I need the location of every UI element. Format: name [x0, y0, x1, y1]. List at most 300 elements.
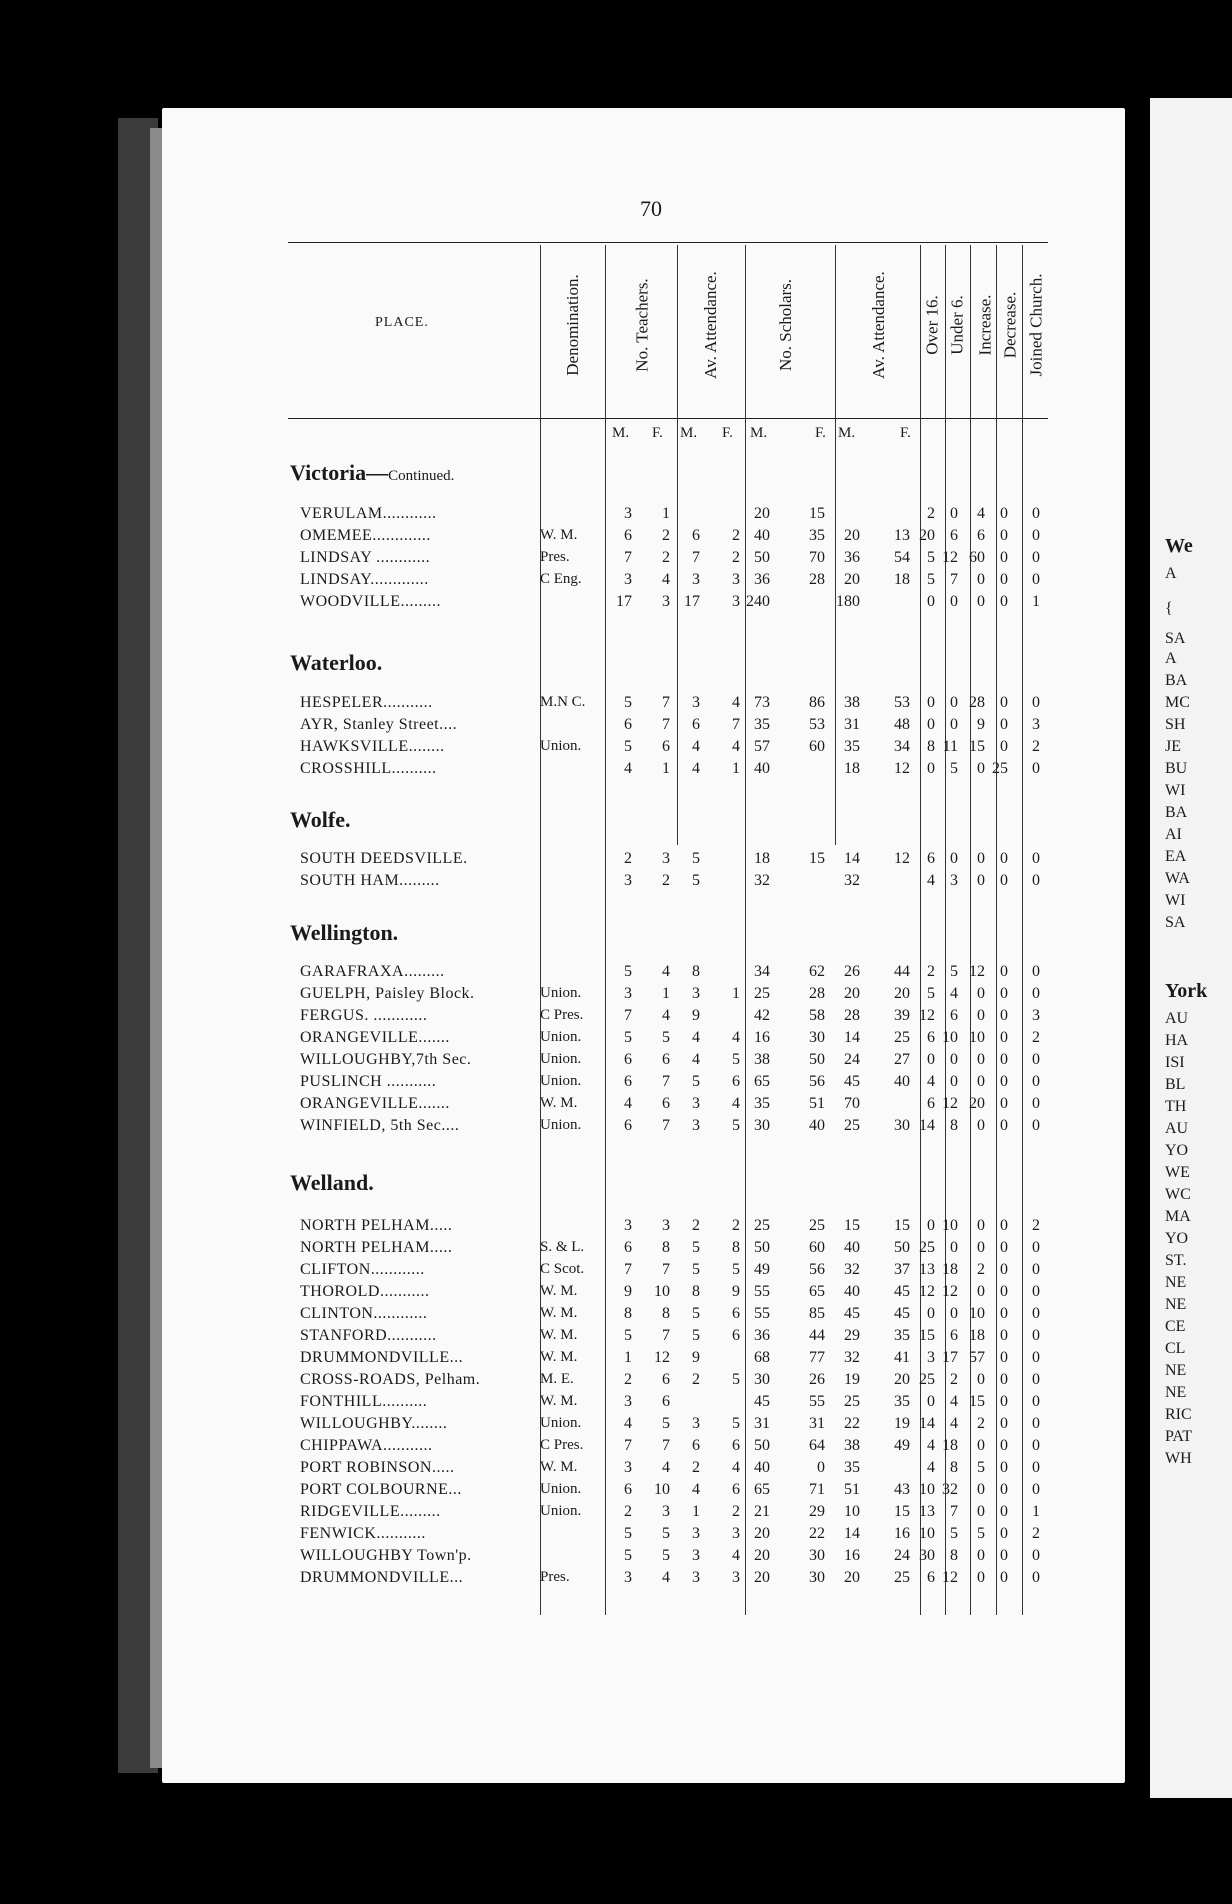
cell-value: 3: [624, 1569, 632, 1586]
facing-page-text: ISI: [1165, 1054, 1185, 1071]
cell-value: 5: [692, 1239, 700, 1256]
cell-value: 0: [1000, 1349, 1008, 1366]
cell-value: 5: [732, 1415, 740, 1432]
cell-value: 24: [844, 1051, 860, 1068]
cell-value: 5: [692, 1305, 700, 1322]
cell-value: 6: [692, 1437, 700, 1454]
cell-value: 60: [809, 1239, 825, 1256]
cell-value: 3: [950, 872, 958, 889]
cell-value: 7: [662, 1073, 670, 1090]
facing-page: [1150, 98, 1232, 1798]
cell-value: 0: [1032, 1095, 1040, 1112]
cell-value: 0: [1032, 1393, 1040, 1410]
cell-value: 0: [1000, 1481, 1008, 1498]
cell-value: 0: [1032, 1349, 1040, 1366]
cell-value: 16: [844, 1547, 860, 1564]
cell-value: 18: [969, 1327, 985, 1344]
cell-value: 5: [732, 1051, 740, 1068]
cell-value: 0: [1032, 1481, 1040, 1498]
place-name: WOODVILLE.........: [300, 593, 441, 610]
cell-value: 0: [1032, 505, 1040, 522]
cell-value: 4: [692, 1481, 700, 1498]
place-name: SOUTH DEEDSVILLE.: [300, 850, 468, 867]
cell-value: 3: [732, 1569, 740, 1586]
cell-value: 20: [894, 985, 910, 1002]
cell-value: 0: [977, 872, 985, 889]
facing-page-text: CL: [1165, 1340, 1186, 1357]
place-name: VERULAM............: [300, 505, 437, 522]
denomination: Union.: [540, 1029, 582, 1045]
cell-value: 34: [754, 963, 770, 980]
cell-value: 6: [662, 1393, 670, 1410]
cell-value: 8: [692, 1283, 700, 1300]
facing-page-text: SA: [1165, 914, 1186, 931]
cell-value: 60: [969, 549, 985, 566]
cell-value: 6: [732, 1305, 740, 1322]
facing-page-text: BU: [1165, 760, 1188, 777]
cell-value: 0: [1032, 1415, 1040, 1432]
cell-value: 4: [662, 1007, 670, 1024]
cell-value: 6: [927, 1029, 935, 1046]
cell-value: 20: [754, 505, 770, 522]
denomination: Union.: [540, 1415, 582, 1431]
section-heading: [290, 460, 454, 486]
cell-value: 14: [844, 1525, 860, 1542]
cell-value: 5: [732, 1371, 740, 1388]
place-name: CROSS-ROADS, Pelham.: [300, 1371, 481, 1388]
cell-value: 5: [624, 694, 632, 711]
cell-value: 48: [894, 716, 910, 733]
cell-value: 25: [754, 985, 770, 1002]
cell-value: 12: [894, 760, 910, 777]
cell-value: 5: [662, 1029, 670, 1046]
cell-value: 0: [1032, 1547, 1040, 1564]
cell-value: 6: [927, 850, 935, 867]
cell-value: 0: [977, 985, 985, 1002]
cell-value: 22: [809, 1525, 825, 1542]
cell-value: 35: [894, 1327, 910, 1344]
section-title: Wellington.: [290, 920, 399, 945]
cell-value: 3: [692, 1415, 700, 1432]
column-header-scholars: No. Scholars.: [776, 278, 796, 372]
cell-value: 3: [624, 571, 632, 588]
cell-value: 5: [624, 1327, 632, 1344]
place-name: CLINTON............: [300, 1305, 428, 1322]
cell-value: 36: [754, 1327, 770, 1344]
cell-value: 0: [977, 1217, 985, 1234]
cell-value: 29: [844, 1327, 860, 1344]
cell-value: 44: [809, 1327, 825, 1344]
place-name: CHIPPAWA...........: [300, 1437, 433, 1454]
cell-value: 0: [1000, 1239, 1008, 1256]
cell-value: 0: [1032, 1437, 1040, 1454]
cell-value: 13: [919, 1261, 935, 1278]
cell-value: 44: [894, 963, 910, 980]
cell-value: 0: [1032, 549, 1040, 566]
cell-value: 2: [662, 549, 670, 566]
cell-value: 2: [977, 1261, 985, 1278]
cell-value: 0: [927, 760, 935, 777]
place-name: PUSLINCH ...........: [300, 1073, 437, 1090]
cell-value: 7: [662, 716, 670, 733]
cell-value: 3: [692, 1117, 700, 1134]
cell-value: 6: [624, 1117, 632, 1134]
cell-value: 25: [919, 1371, 935, 1388]
cell-value: 6: [624, 1051, 632, 1068]
cell-value: 73: [754, 694, 770, 711]
cell-value: 2: [624, 1371, 632, 1388]
place-name: ORANGEVILLE.......: [300, 1095, 450, 1112]
cell-value: 0: [927, 1393, 935, 1410]
cell-value: 38: [754, 1051, 770, 1068]
cell-value: 0: [1000, 1007, 1008, 1024]
cell-value: 3: [927, 1349, 935, 1366]
denomination: W. M.: [540, 1283, 578, 1299]
cell-value: 53: [894, 694, 910, 711]
facing-page-text: WI: [1165, 782, 1186, 799]
cell-value: 0: [950, 1073, 958, 1090]
denomination: Pres.: [540, 1569, 570, 1585]
facing-page-text: NE: [1165, 1384, 1187, 1401]
cell-value: 30: [894, 1117, 910, 1134]
cell-value: 7: [692, 549, 700, 566]
cell-value: 50: [754, 1437, 770, 1454]
denomination: Union.: [540, 1073, 582, 1089]
cell-value: 27: [894, 1051, 910, 1068]
section-title: Wolfe.: [290, 807, 351, 832]
cell-value: 36: [754, 571, 770, 588]
section-title: Waterloo.: [290, 650, 383, 675]
cell-value: 64: [809, 1437, 825, 1454]
cell-value: 45: [894, 1305, 910, 1322]
cell-value: 7: [662, 1437, 670, 1454]
cell-value: 17: [616, 593, 632, 610]
cell-value: 3: [692, 1547, 700, 1564]
cell-value: 0: [1032, 1261, 1040, 1278]
cell-value: 1: [662, 505, 670, 522]
cell-value: 38: [844, 694, 860, 711]
cell-value: 54: [894, 549, 910, 566]
place-name: HESPELER...........: [300, 694, 433, 711]
cell-value: 0: [977, 1239, 985, 1256]
facing-page-text: We: [1165, 535, 1193, 557]
cell-value: 3: [692, 985, 700, 1002]
cell-value: 3: [732, 1525, 740, 1542]
cell-value: 4: [732, 1547, 740, 1564]
cell-value: 30: [754, 1371, 770, 1388]
cell-value: 20: [754, 1569, 770, 1586]
cell-value: 12: [919, 1283, 935, 1300]
denomination: M. E.: [540, 1371, 574, 1387]
denomination: C Pres.: [540, 1007, 584, 1023]
cell-value: 28: [809, 985, 825, 1002]
denomination: Union.: [540, 1051, 582, 1067]
place-name: PORT COLBOURNE...: [300, 1481, 462, 1498]
cell-value: 0: [1032, 571, 1040, 588]
cell-value: 58: [809, 1007, 825, 1024]
cell-value: 0: [1000, 1371, 1008, 1388]
cell-value: 5: [950, 1525, 958, 1542]
cell-value: 0: [977, 1283, 985, 1300]
cell-value: 10: [844, 1503, 860, 1520]
cell-value: 8: [950, 1547, 958, 1564]
cell-value: 5: [732, 1117, 740, 1134]
subheader-m: M.: [750, 425, 768, 441]
cell-value: 25: [844, 1393, 860, 1410]
cell-value: 0: [1000, 1117, 1008, 1134]
cell-value: 2: [624, 850, 632, 867]
cell-value: 12: [894, 850, 910, 867]
cell-value: 0: [927, 1305, 935, 1322]
place-name: WILLOUGHBY........: [300, 1415, 448, 1432]
place-name: GARAFRAXA.........: [300, 963, 445, 980]
cell-value: 31: [844, 716, 860, 733]
cell-value: 2: [927, 963, 935, 980]
column-header-denomination: Denomination.: [563, 274, 583, 376]
facing-page-text: York: [1165, 980, 1208, 1002]
cell-value: 0: [927, 1217, 935, 1234]
denomination: Union.: [540, 1481, 582, 1497]
cell-value: 4: [732, 694, 740, 711]
cell-value: 29: [809, 1503, 825, 1520]
cell-value: 60: [809, 738, 825, 755]
cell-value: 25: [919, 1239, 935, 1256]
cell-value: 0: [977, 593, 985, 610]
cell-value: 10: [942, 1029, 958, 1046]
cell-value: 2: [977, 1415, 985, 1432]
cell-value: 0: [1000, 694, 1008, 711]
cell-value: 15: [919, 1327, 935, 1344]
subheader-f: F.: [900, 425, 911, 441]
cell-value: 0: [950, 1239, 958, 1256]
cell-value: 18: [894, 571, 910, 588]
cell-value: 0: [977, 1051, 985, 1068]
cell-value: 4: [692, 738, 700, 755]
cell-value: 35: [844, 1459, 860, 1476]
facing-page-text: ST.: [1165, 1252, 1187, 1269]
cell-value: 6: [977, 527, 985, 544]
cell-value: 6: [624, 527, 632, 544]
column-header-place: PLACE.: [375, 315, 429, 330]
cell-value: 0: [977, 571, 985, 588]
cell-value: 0: [1032, 1117, 1040, 1134]
cell-value: 32: [844, 1349, 860, 1366]
facing-page-text: NE: [1165, 1362, 1187, 1379]
cell-value: 30: [754, 1117, 770, 1134]
cell-value: 3: [624, 985, 632, 1002]
cell-value: 17: [684, 593, 700, 610]
cell-value: 25: [894, 1569, 910, 1586]
cell-value: 6: [692, 716, 700, 733]
cell-value: 15: [844, 1217, 860, 1234]
page-number: 70: [640, 196, 662, 221]
cell-value: 51: [844, 1481, 860, 1498]
cell-value: 4: [662, 571, 670, 588]
denomination: C Scot.: [540, 1261, 585, 1277]
cell-value: 15: [894, 1503, 910, 1520]
column-header-decrease: Decrease.: [1000, 291, 1019, 359]
cell-value: 39: [894, 1007, 910, 1024]
cell-value: 10: [969, 1029, 985, 1046]
cell-value: 4: [732, 1029, 740, 1046]
cell-value: 5: [662, 1415, 670, 1432]
cell-value: 0: [1000, 527, 1008, 544]
facing-page-text: EA: [1165, 848, 1187, 865]
cell-value: 50: [754, 549, 770, 566]
cell-value: 0: [1000, 1095, 1008, 1112]
place-name: AYR, Stanley Street....: [300, 716, 458, 733]
denomination: Union.: [540, 1117, 582, 1133]
cell-value: 40: [844, 1283, 860, 1300]
cell-value: 0: [1032, 963, 1040, 980]
cell-value: 8: [950, 1117, 958, 1134]
cell-value: 9: [692, 1007, 700, 1024]
cell-value: 3: [692, 1095, 700, 1112]
cell-value: 31: [754, 1415, 770, 1432]
cell-value: 0: [1032, 1283, 1040, 1300]
cell-value: 0: [1000, 716, 1008, 733]
cell-value: 65: [754, 1073, 770, 1090]
cell-value: 1: [662, 760, 670, 777]
cell-value: 40: [894, 1073, 910, 1090]
cell-value: 20: [754, 1525, 770, 1542]
cell-value: 85: [809, 1305, 825, 1322]
cell-value: 6: [624, 1073, 632, 1090]
cell-value: 86: [809, 694, 825, 711]
place-name: NORTH PELHAM.....: [300, 1239, 453, 1256]
cell-value: 10: [919, 1481, 935, 1498]
cell-value: 9: [732, 1283, 740, 1300]
place-name: DRUMMONDVILLE...: [300, 1569, 464, 1586]
cell-value: 18: [844, 760, 860, 777]
cell-value: 5: [977, 1459, 985, 1476]
cell-value: 4: [692, 1029, 700, 1046]
cell-value: 7: [624, 1261, 632, 1278]
cell-value: 7: [950, 571, 958, 588]
cell-value: 0: [977, 850, 985, 867]
cell-value: 1: [1032, 593, 1040, 610]
cell-value: 32: [754, 872, 770, 889]
cell-value: 0: [1000, 571, 1008, 588]
subheader-f: F.: [652, 425, 663, 441]
cell-value: 4: [662, 1569, 670, 1586]
cell-value: 5: [927, 571, 935, 588]
section-heading: [290, 650, 382, 676]
facing-page-text: NE: [1165, 1274, 1187, 1291]
place-name: GUELPH, Paisley Block.: [300, 985, 475, 1002]
cell-value: 0: [1000, 1217, 1008, 1234]
cell-value: 0: [1000, 1437, 1008, 1454]
facing-page-text: YO: [1165, 1230, 1189, 1247]
denomination: M.N C.: [540, 694, 586, 710]
cell-value: 5: [977, 1525, 985, 1542]
cell-value: 18: [754, 850, 770, 867]
cell-value: 7: [624, 1007, 632, 1024]
cell-value: 0: [817, 1459, 825, 1476]
cell-value: 0: [950, 505, 958, 522]
subheader-m: M.: [612, 425, 630, 441]
cell-value: 0: [1032, 1569, 1040, 1586]
cell-value: 2: [1032, 1525, 1040, 1542]
cell-value: 12: [919, 1007, 935, 1024]
cell-value: 22: [844, 1415, 860, 1432]
subheader-m: M.: [680, 425, 698, 441]
place-name: PORT ROBINSON.....: [300, 1459, 455, 1476]
cell-value: 30: [809, 1569, 825, 1586]
cell-value: 49: [754, 1261, 770, 1278]
cell-value: 0: [950, 593, 958, 610]
cell-value: 45: [754, 1393, 770, 1410]
cell-value: 3: [662, 593, 670, 610]
cell-value: 0: [1032, 1459, 1040, 1476]
cell-value: 8: [662, 1305, 670, 1322]
column-header-teachers-attendance: Av. Attendance.: [701, 271, 721, 379]
cell-value: 6: [950, 1327, 958, 1344]
denomination: W. M.: [540, 527, 578, 543]
column-header-over16: Over 16.: [923, 295, 943, 355]
cell-value: 14: [919, 1117, 935, 1134]
cell-value: 0: [927, 1051, 935, 1068]
cell-value: 3: [624, 1217, 632, 1234]
cell-value: 2: [732, 549, 740, 566]
cell-value: 3: [692, 1525, 700, 1542]
denomination: W. M.: [540, 1305, 578, 1321]
cell-value: 42: [754, 1007, 770, 1024]
cell-value: 25: [992, 760, 1008, 777]
facing-page-text: PAT: [1165, 1428, 1192, 1445]
facing-page-text: WH: [1165, 1450, 1192, 1467]
cell-value: 65: [754, 1481, 770, 1498]
cell-value: 28: [809, 571, 825, 588]
place-name: WILLOUGHBY Town'p.: [300, 1547, 472, 1564]
cell-value: 5: [624, 1547, 632, 1564]
cell-value: 36: [844, 549, 860, 566]
cell-value: 49: [894, 1437, 910, 1454]
cell-value: 0: [977, 1371, 985, 1388]
cell-value: 50: [754, 1239, 770, 1256]
facing-page-text: HA: [1165, 1032, 1189, 1049]
cell-value: 37: [894, 1261, 910, 1278]
cell-value: 4: [977, 505, 985, 522]
section-heading: [290, 807, 351, 833]
cell-value: 20: [844, 1569, 860, 1586]
cell-value: 5: [662, 1547, 670, 1564]
place-name: FENWICK...........: [300, 1525, 426, 1542]
cell-value: 7: [950, 1503, 958, 1520]
cell-value: 0: [1032, 1371, 1040, 1388]
cell-value: 4: [732, 738, 740, 755]
cell-value: 17: [942, 1349, 958, 1366]
cell-value: 6: [950, 527, 958, 544]
cell-value: 0: [977, 1569, 985, 1586]
cell-value: 51: [809, 1095, 825, 1112]
cell-value: 8: [950, 1459, 958, 1476]
cell-value: 20: [969, 1095, 985, 1112]
cell-value: 2: [692, 1217, 700, 1234]
cell-value: 4: [732, 1095, 740, 1112]
cell-value: 18: [942, 1437, 958, 1454]
cell-value: 0: [977, 760, 985, 777]
cell-value: 6: [950, 1007, 958, 1024]
cell-value: 8: [732, 1239, 740, 1256]
cell-value: 3: [662, 1503, 670, 1520]
cell-value: 12: [942, 1095, 958, 1112]
cell-value: 7: [732, 716, 740, 733]
cell-value: 6: [732, 1327, 740, 1344]
cell-value: 3: [624, 872, 632, 889]
cell-value: 28: [844, 1007, 860, 1024]
section-title: Victoria—: [290, 460, 389, 485]
